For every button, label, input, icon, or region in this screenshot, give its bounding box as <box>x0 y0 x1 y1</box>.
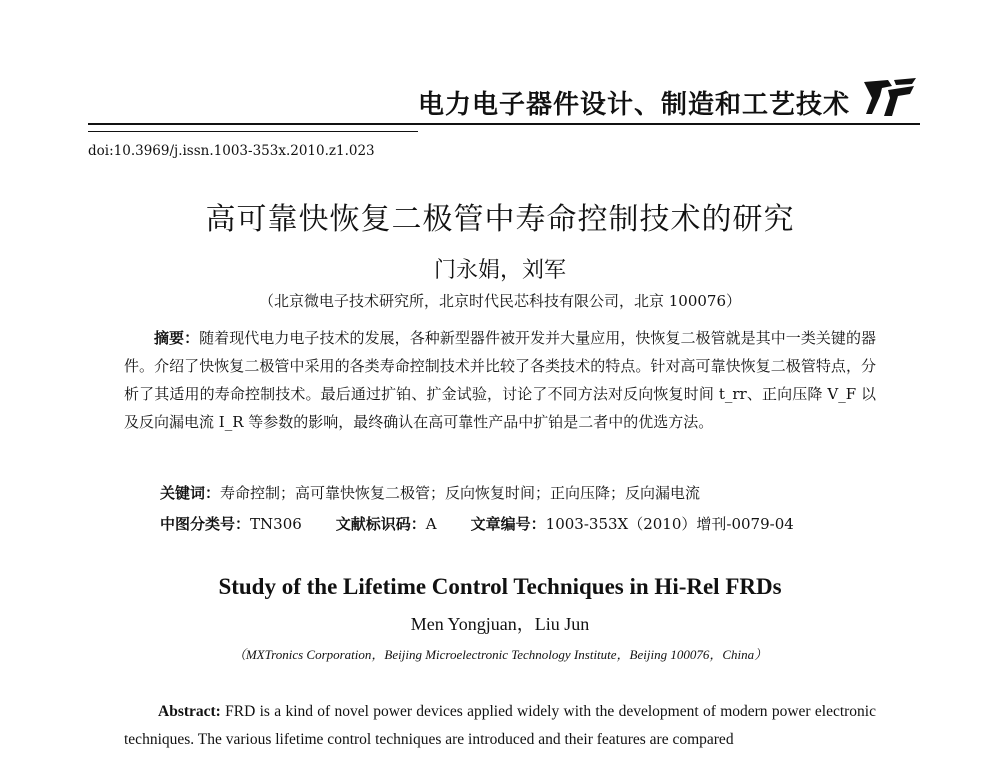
authors-cn: 门永娟，刘军 <box>433 258 566 283</box>
header-subrule <box>88 131 418 132</box>
stylized-hammer-logo-icon <box>858 76 920 120</box>
keywords-cn <box>160 482 700 503</box>
abstract-en-label: Abstract: <box>158 703 221 720</box>
abstract-cn-label: 摘要： <box>154 329 200 347</box>
doc-code-label: 文献标识码： <box>335 515 426 533</box>
authors-en: Men Yongjuan，Liu Jun <box>410 614 590 634</box>
abstract-en <box>124 698 876 754</box>
section-title: 电力电子器件设计、制造和工艺技术 <box>417 90 850 120</box>
doi-line: doi:10.3969/j.issn.1003-353x.2010.z1.023 <box>88 143 375 159</box>
affiliation-cn: （北京微电子技术研究所，北京时代民芯科技有限公司，北京 100076） <box>258 292 742 310</box>
paper-title-cn: 高可靠快恢复二极管中寿命控制技术的研究 <box>205 202 795 237</box>
affiliation-en: （MXTronics Corporation，Beijing Microelectronic Technology Institute，Beijing 100076，China） <box>232 647 768 662</box>
keywords-label: 关键词： <box>160 484 221 502</box>
abstract-cn-text: 随着现代电力电子技术的发展，各种新型器件被开发并大量应用，快恢复二极管就是其中一类关键的器件。介绍了快恢复二极管中采用的各类寿命控制技术并比较了各类技术的特点。针对高可靠快恢复二极管特点，分析了其适用的寿命控制技术。最后通过扩铂、扩金试验，讨论了不同方法对反向恢复时间 t_rr、正向压降 V_F 以及反向漏电流 I_R 等参数的影响，最终确认在高可靠性产品中扩铂是二者中的优选方法。 <box>124 329 876 431</box>
paper-title-en: Study of the Lifetime Control Techniques in Hi-Rel FRDs <box>218 574 782 599</box>
clc-value: TN306 <box>250 515 302 533</box>
classification-row <box>160 513 794 534</box>
article-number-value: 1003-353X（2010）增刊-0079-04 <box>545 515 794 533</box>
abstract-cn <box>124 324 876 436</box>
doc-code-value: A <box>425 515 437 533</box>
article-number-label: 文章编号： <box>470 515 546 533</box>
abstract-en-text: FRD is a kind of novel power devices applied widely with the development of modern power electronic techniques. The various lifetime control techniques are introduced and their features are compared <box>124 703 876 748</box>
header-rule <box>88 123 920 125</box>
clc-label: 中图分类号： <box>160 515 251 533</box>
keywords-text: 寿命控制；高可靠快恢复二极管；反向恢复时间；正向压降；反向漏电流 <box>220 484 701 502</box>
